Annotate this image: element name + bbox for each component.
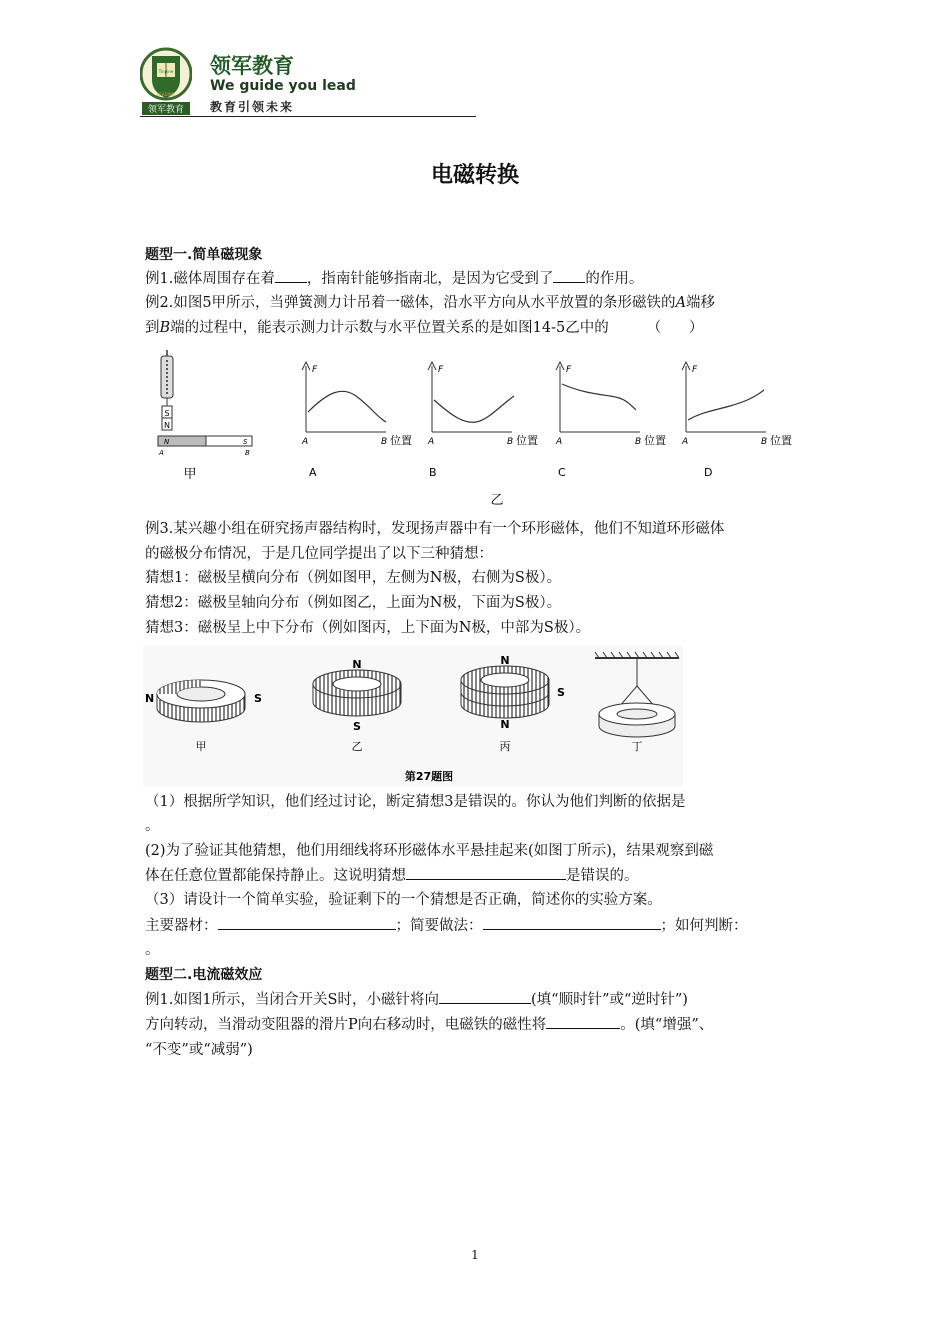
graph-d-x-start: A [682,437,689,447]
s2-text-2a: 方向转动，当滑动变阻器的滑片P向右移动时，电磁铁的磁性将 [145,1017,547,1033]
s2-blank-2[interactable] [546,1014,620,1029]
figure-ring-magnets [143,646,683,786]
guess-1: 猜想1：磁极呈横向分布（例如图甲，左侧为N极，右侧为S极）。 [145,570,562,586]
ex2-point-a: A [675,295,687,311]
example-2-line-1 [145,292,715,314]
question-1-line-2: 。 [145,818,160,834]
ex1-blank-1[interactable] [275,268,307,283]
q2-text-b: 是错误的。 [566,868,639,884]
section-heading-1: 题型一.简单磁现象 [145,247,263,263]
bar-point-a: A [159,449,164,457]
guess-2: 猜想2：磁极呈轴向分布（例如图乙，上面为N极，下面为S极）。 [145,595,562,611]
graph-d-label: D [704,466,713,479]
graph-a-y-label: F [312,365,318,375]
caption-yi: 乙 [490,493,504,508]
spring-scale [161,350,173,430]
brand-slogan: 教育引领未来 [210,100,295,114]
ex1-text-b: ，指南针能够指南北，是因为它受到了 [306,271,554,287]
guess-3: 猜想3：磁极呈上中下分布（例如图丙，上下面为N极，中部为S极）。 [145,620,591,636]
page-number: 1 [471,1248,479,1262]
graph-a [301,362,412,479]
graph-c [555,362,666,479]
ex2-text-1-end: 端移 [686,295,716,311]
graph-b-x-start: A [428,437,435,447]
header [140,44,476,120]
hanging-magnet-s: S [164,409,170,418]
example-3-line-2: 的磁极分布情况，于是几位同学提出了以下三种猜想： [145,546,493,562]
graph-d [681,362,792,479]
q2-text-a: 体在任意位置都能保持静止。这说明猜想 [145,868,406,884]
header-divider [140,116,476,117]
graph-b-x-end: B [507,437,514,447]
s2-blank-1[interactable] [439,989,531,1004]
question-3-line-3: 。 [145,942,160,958]
school-logo [140,46,192,116]
ex1-text-c: 的作用。 [585,271,644,287]
bar-magnet-s: S [243,438,248,446]
ding-label: 丁 [631,740,643,753]
logo-book-text: Tinpine [158,69,174,74]
bing-label: 丙 [499,740,511,753]
question-2-line-2 [145,865,639,887]
graph-d-x-label: 位置 [770,434,792,447]
graph-a-curve [308,391,386,422]
ex2-text-2: 端的过程中，能表示测力计示数与水平位置关系的是如图14-5乙中的 [170,320,609,336]
ex2-text-2-pre: 到 [145,320,160,336]
question-3-line-1: （3）请设计一个简单实验，验证剩下的一个猜想是否正确，简述你的实验方案。 [145,892,662,908]
ex2-answer-paren: （ ） [646,320,704,336]
graph-b-y-label: F [438,365,444,375]
example-1 [145,268,643,290]
ex1-blank-2[interactable] [553,268,585,283]
q2-blank[interactable] [406,865,566,880]
yi-n-pole: N [352,658,362,671]
graph-c-label: C [558,466,566,479]
example-2-line-2 [145,317,703,339]
graph-c-x-label: 位置 [644,434,666,447]
question-3-line-2 [145,915,748,937]
q3-equipment-label: 主要器材： [145,918,218,934]
hanging-magnet-n: N [164,421,170,430]
page-title: 电磁转换 [430,163,519,188]
jia-label: 甲 [195,740,207,753]
logo-caption: 领军教育 [147,105,185,115]
graph-d-x-end: B [761,437,768,447]
q3-method-blank[interactable] [483,915,661,930]
section-2-line-2 [145,1014,713,1036]
graph-b-x-label: 位置 [516,434,538,447]
graph-a-label: A [309,466,317,479]
graph-b [427,362,538,479]
graph-c-y-label: F [566,365,572,375]
graph-a-x-end: B [381,437,388,447]
bing-s-pole: S [557,686,565,699]
example-3-line-1: 例3.某兴趣小组在研究扬声器结构时，发现扬声器中有一个环形磁体，他们不知道环形磁体 [145,521,725,537]
ex2-text-1: 例2.如图5甲所示，当弹簧测力计吊着一磁体，沿水平方向从水平放置的条形磁铁的 [145,295,676,311]
q3-method-label: ；简要做法： [395,918,483,934]
yi-label: 乙 [351,740,363,753]
logo-ring-text: LEADING [157,92,175,97]
question-1-line-1: （1）根据所学知识，他们经过讨论，断定猜想3是错误的。你认为他们判断的依据是 [145,794,686,810]
s2-text-1a: 例1.如图1所示，当闭合开关S时，小磁针将向 [145,992,439,1008]
brand-name-en: We guide you lead [210,78,356,94]
jia-s-pole: S [254,692,262,705]
graph-b-label: B [429,466,437,479]
graph-c-curve [562,384,636,410]
ex2-point-b: B [159,320,171,336]
graph-d-curve [688,390,764,420]
section-heading-2: 题型二.电流磁效应 [145,967,263,983]
figure-27-caption: 第27题图 [404,770,454,783]
brand-name-cn: 领军教育 [210,54,294,78]
figure-spring-scale-graphs [150,348,810,518]
ex1-text-a: 例1.磁体周围存在着 [145,271,275,287]
graph-b-curve [434,396,514,422]
q3-judge-label: ；如何判断： [660,918,748,934]
bing-n-bottom: N [500,718,510,731]
s2-text-2b: 。(填“增强”、 [620,1017,714,1033]
jia-n-pole: N [145,692,155,705]
s2-text-1b: (填“顺时针”或“逆时针”) [531,992,688,1008]
graph-a-x-start: A [302,437,309,447]
section-2-line-3: “不变”或“减弱”) [145,1042,253,1058]
bing-n-top: N [500,654,510,667]
q3-equipment-blank[interactable] [218,915,396,930]
caption-jia: 甲 [183,467,197,482]
graph-c-x-end: B [635,437,642,447]
question-2-line-1: (2)为了验证其他猜想，他们用细线将环形磁体水平悬挂起来(如图丁所示)，结果观察到磁 [145,843,714,859]
bar-magnet [158,436,252,457]
graph-d-y-label: F [692,365,698,375]
graph-a-x-label: 位置 [390,434,412,447]
graph-c-x-start: A [556,437,563,447]
bar-point-b: B [245,449,250,457]
yi-s-pole: S [353,720,361,733]
bar-magnet-n: N [164,438,170,446]
section-2-line-1 [145,989,688,1011]
